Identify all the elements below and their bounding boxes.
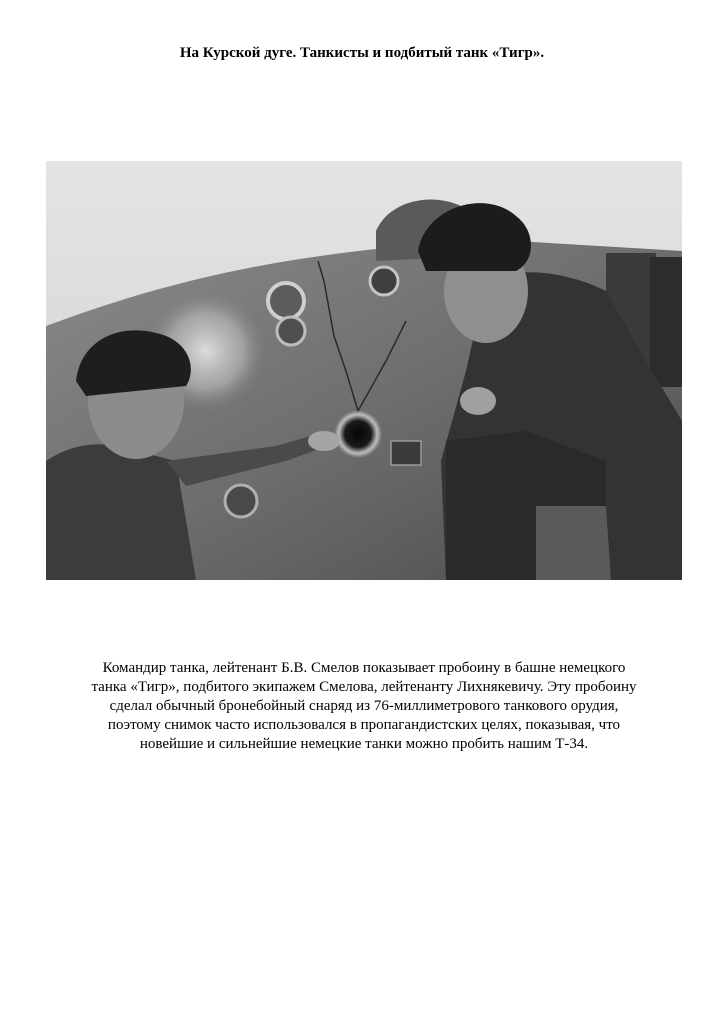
caption-line: танка «Тигр», подбитого экипажем Смелова, лейтенанту Лихнякевичу. Эту пробоину [91,679,637,695]
impact-dent [268,283,304,319]
impact-dent [370,267,398,295]
penetration-hole [334,410,382,458]
caption-line: сделал обычный бронебойный снаряд из 76-миллиметрового танкового орудия, [109,698,619,714]
photograph [46,161,682,580]
impact-dent [277,317,305,345]
photo-caption [46,659,682,754]
caption-line: новейшие и сильнейшие немецкие танки можно пробить нашим Т-34. [139,736,589,752]
caption-line: Командир танка, лейтенант Б.В. Смелов показывает пробоину в башне немецкого [102,660,626,676]
caption-line: поэтому снимок часто использовался в пропагандистских целях, показывая, что [107,717,621,733]
page-title: На Курской дуге. Танкисты и подбитый танк «Тигр». [179,45,545,61]
vision-port [391,441,421,465]
impact-dent [225,485,257,517]
photo-illustration [46,161,682,580]
equipment-box [650,257,682,387]
